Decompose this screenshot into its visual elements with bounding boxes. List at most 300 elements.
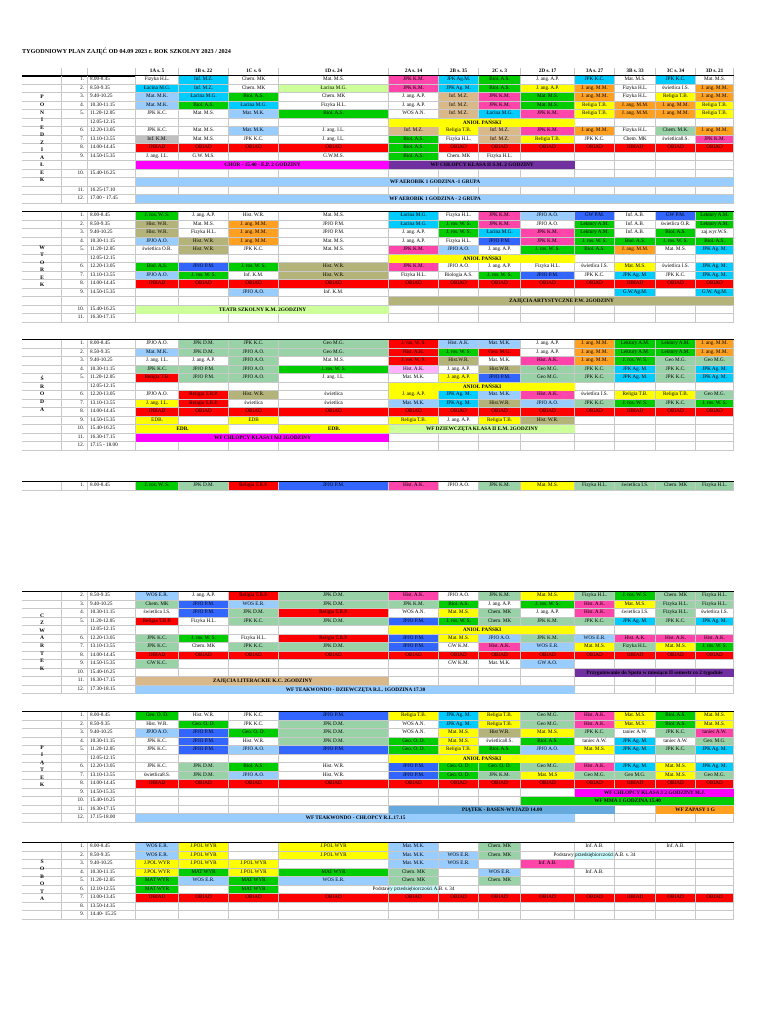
timetable-cell: Biol. A.S. — [279, 110, 389, 119]
timetable-cell: JPJO P.M. — [389, 635, 439, 644]
timetable-cell — [615, 161, 656, 170]
timetable-cell: OBIAD — [229, 652, 279, 661]
day-letter: K — [39, 282, 45, 289]
timetable-cell: WOS E.R. — [179, 877, 229, 886]
timetable-cell — [439, 886, 479, 895]
timetable-cell: JPJO A.O. — [439, 246, 479, 255]
timetable-cell — [615, 314, 656, 323]
timetable-cell: J. ang. A.P. — [521, 609, 575, 618]
timetable-cell: świetlica I.S. — [696, 609, 734, 618]
timetable-cell: Łacina M.G. — [279, 85, 389, 94]
timetable-cell: Hist W.R. — [479, 729, 521, 738]
timetable-cell: Mat. M.S. — [656, 246, 696, 255]
lesson-number: 7. — [62, 772, 88, 781]
lesson-time: 8.00-8.45 — [88, 843, 136, 852]
timetable-cell — [575, 187, 615, 196]
timetable-cell: J. ros. W. S. — [521, 246, 575, 255]
lesson-time: 17.15 - 18.00 — [88, 442, 136, 451]
timetable-cell: OBIAD — [656, 652, 696, 661]
timetable-cell: J. ang. A.P. — [479, 246, 521, 255]
timetable-cell — [521, 869, 575, 878]
timetable-cell: Geo. O. D. — [479, 763, 521, 772]
lesson-time: 12.20-13.05 — [88, 763, 136, 772]
timetable-cell — [136, 626, 179, 635]
timetable-cell — [615, 660, 656, 669]
timetable-cell: J. ang. M.M. — [229, 221, 279, 230]
timetable-cell: JPK K.C. — [575, 729, 615, 738]
timetable-cell: Biol. A.S. — [389, 136, 439, 145]
timetable-cell: JPK K.C. — [656, 76, 696, 85]
timetable-cell — [575, 425, 615, 434]
timetable-cell: Fizyka H.L. — [521, 263, 575, 272]
timetable-cell: J. ang. M.M. — [575, 127, 615, 136]
lesson-number — [62, 383, 88, 392]
timetable-cell: Mat. M.S. — [439, 635, 479, 644]
lesson-number: 12. — [62, 686, 88, 695]
timetable-cell — [575, 626, 615, 635]
lesson-time: 10.30-11.15 — [88, 869, 136, 878]
lesson-number: 2. — [62, 852, 88, 861]
timetable-cell — [229, 660, 279, 669]
lesson-time: 16.30-17.15 — [88, 434, 136, 443]
timetable-cell: JPJO P.M. — [521, 272, 575, 281]
timetable-cell: świetlica8.S. — [656, 136, 696, 145]
timetable-cell: JPK D.M. — [179, 763, 229, 772]
timetable-cell: G.W. Ag.M. — [696, 289, 734, 298]
timetable-cell: OBIAD — [279, 280, 389, 289]
timetable-cell: OBIAD — [479, 894, 521, 903]
timetable-cell — [696, 843, 734, 852]
timetable-cell — [229, 797, 279, 806]
timetable-cell: WOS E.R. — [575, 635, 615, 644]
timetable-cell — [439, 170, 479, 179]
timetable-cell: JPK D.M. — [279, 738, 389, 747]
timetable-cell: OBIAD — [656, 894, 696, 903]
timetable-cell: OBIAD — [479, 652, 521, 661]
timetable-cell: Chem. MK — [389, 869, 439, 878]
timetable-cell — [279, 442, 389, 451]
timetable-cell — [615, 434, 656, 443]
timetable-cell — [615, 677, 656, 686]
timetable-cell: OBIAD — [696, 780, 734, 789]
timetable-cell: MAT WYR — [136, 886, 179, 895]
lesson-time: 13.50-14.35 — [88, 903, 136, 912]
timetable-cell: Geo M.G. — [279, 349, 389, 358]
timetable-cell — [136, 442, 179, 451]
timetable-cell: Biol. A.S. — [656, 712, 696, 721]
timetable-cell: Geo M.G. — [521, 366, 575, 375]
timetable-cell — [575, 255, 615, 264]
timetable-cell: Religia T.B. — [439, 746, 479, 755]
timetable-cell — [479, 797, 521, 806]
timetable-cell: Mat. M.S. — [521, 93, 575, 102]
timetable-cell: Podstawy przedsiębiorczości A.B. s. 34 — [575, 852, 615, 861]
timetable-cell: Chem. MK — [439, 153, 479, 162]
timetable-cell: J. ros. W. S. — [575, 238, 615, 247]
timetable-cell: Geo. O. D. — [136, 712, 179, 721]
timetable-cell — [179, 660, 229, 669]
timetable-cell — [279, 755, 389, 764]
class-header: 3C s. 34 — [656, 68, 696, 77]
timetable-cell: Religia T.B.P. — [179, 391, 229, 400]
lesson-time: 13.10-13.55 — [88, 400, 136, 409]
timetable-cell: OBIAD — [656, 408, 696, 417]
timetable-cell: OBIAD — [575, 780, 615, 789]
day-letter: K — [39, 782, 45, 789]
timetable-cell: JPK K.M. — [521, 618, 575, 627]
timetable-cell — [575, 877, 615, 886]
timetable-cell — [389, 797, 439, 806]
timetable-cell: OBIAD — [479, 408, 521, 417]
timetable-cell: JPK K.M. — [389, 601, 439, 610]
day-letter: W — [39, 627, 45, 634]
lesson-time: 14.50-15.35 — [88, 789, 136, 798]
timetable-cell: Chem. MK — [479, 877, 521, 886]
lesson-time: 12.20-13.05 — [88, 263, 136, 272]
day-label — [22, 212, 62, 323]
lesson-number: 3. — [62, 860, 88, 869]
timetable-cell: JPJO A.O. — [229, 374, 279, 383]
timetable-cell: Religia T.B. — [575, 102, 615, 111]
timetable-cell: JPK D.M. — [179, 482, 229, 491]
timetable-cell: J. ros. W. S. — [439, 618, 479, 627]
timetable-cell: J. ros. W. S. — [279, 366, 389, 375]
lesson-number: 2. — [62, 349, 88, 358]
timetable-cell: J. ang. A.P. — [439, 366, 479, 375]
timetable-cell: Mat. M.K. — [479, 391, 521, 400]
timetable-cell: G.W.M.S. — [279, 153, 389, 162]
timetable-cell: WOS E.R. — [439, 852, 479, 861]
day-section — [22, 843, 734, 920]
timetable-cell: Geo M.G. — [696, 391, 734, 400]
timetable-cell: J. ros. W. S. — [389, 340, 439, 349]
timetable-cell: Mat. M.K. — [389, 374, 439, 383]
timetable-cell: OBIAD — [389, 280, 439, 289]
timetable-cell: JPK Ag. M. — [439, 400, 479, 409]
timetable-cell: Mat. M.K. — [229, 127, 279, 136]
lesson-time: 14.50-15.35 — [88, 660, 136, 669]
timetable-cell: Religia T.B. — [521, 136, 575, 145]
day-letter: A — [39, 635, 45, 642]
day-letter: O — [39, 881, 45, 888]
timetable-cell: J. ros. W. S. — [136, 212, 179, 221]
timetable-cell: JPK K.M. — [479, 592, 521, 601]
timetable-cell: Hist. W.R. — [136, 721, 179, 730]
timetable-cell — [479, 789, 521, 798]
timetable-cell: OBIAD — [136, 780, 179, 789]
lesson-number: 8. — [62, 903, 88, 912]
timetable-cell: Mat. M.S. — [575, 643, 615, 652]
timetable-cell: JPK K.M. — [521, 127, 575, 136]
timetable-cell: Mat. M.K. — [479, 340, 521, 349]
day-letter: A — [39, 896, 45, 903]
timetable-cell: Mat. M.S. — [696, 721, 734, 730]
timetable-cell — [179, 806, 229, 815]
timetable-cell: Mat. M.S — [521, 772, 575, 781]
timetable-cell: Biol. A.S. — [439, 601, 479, 610]
timetable-cell: JPK Ag. M. — [696, 263, 734, 272]
timetable-cell: JPK K.C. — [575, 76, 615, 85]
timetable-cell: JPJO P.M. — [279, 482, 389, 491]
timetable-cell: Hist. A.K. — [389, 592, 439, 601]
day-label — [22, 843, 62, 920]
timetable-cell — [696, 755, 734, 764]
lesson-time: 8.50-9.35 — [88, 221, 136, 230]
timetable-cell — [696, 170, 734, 179]
lesson-time: 11.20-12.05 — [88, 374, 136, 383]
timetable-cell — [696, 686, 734, 695]
timetable-cell — [279, 789, 389, 798]
timetable-cell — [439, 869, 479, 878]
timetable-cell — [479, 306, 521, 315]
timetable-cell: OBIAD — [136, 280, 179, 289]
lesson-time: 13.10-13.55 — [88, 272, 136, 281]
timetable-cell: J. ang. A.P. — [521, 349, 575, 358]
timetable-cell: Biol. A.S. — [656, 721, 696, 730]
lesson-time: 17.30-18.15 — [88, 686, 136, 695]
timetable-cell: Mat. M.S. — [279, 357, 389, 366]
lesson-number: 7. — [62, 272, 88, 281]
timetable-cell — [136, 806, 179, 815]
timetable-cell: Religia T.B. — [389, 417, 439, 426]
timetable-cell: świetlica I.S. — [575, 263, 615, 272]
timetable-cell: Hist. W.R. — [179, 246, 229, 255]
timetable-cell: Inf. K.M. — [229, 272, 279, 281]
day-letter: I — [40, 117, 44, 124]
timetable-cell — [696, 255, 734, 264]
timetable-cell: J. ang. A.P. — [389, 229, 439, 238]
lesson-number: 4. — [62, 366, 88, 375]
lesson-number: 7. — [62, 400, 88, 409]
timetable-cell: Mat. M.S. — [656, 643, 696, 652]
timetable-cell — [229, 903, 279, 912]
timetable-cell — [279, 255, 389, 264]
timetable-cell: JPK Ag. M. — [696, 366, 734, 375]
timetable-cell: JPJO P.M. — [179, 729, 229, 738]
timetable-cell: MAT WYR — [136, 877, 179, 886]
timetable-cell: Religia T.B. — [656, 93, 696, 102]
timetable-cell: Hist. A.K. — [656, 635, 696, 644]
timetable-cell — [615, 626, 656, 635]
timetable-cell: JPJO A.O. — [136, 272, 179, 281]
timetable-cell: Fizyka H.L. — [656, 609, 696, 618]
lesson-number: 9. — [62, 153, 88, 162]
day-letter: E — [40, 124, 44, 131]
timetable-cell: OBIAD — [279, 144, 389, 153]
timetable-cell — [656, 686, 696, 695]
timetable-cell — [656, 119, 696, 128]
timetable-cell: GW P.M. — [656, 212, 696, 221]
timetable-cell: J. ang. M.M. — [575, 357, 615, 366]
timetable-cell: JPK K.C. — [229, 136, 279, 145]
timetable-cell: J. ang. M.M. — [656, 110, 696, 119]
lesson-number: 11. — [62, 806, 88, 815]
timetable-cell: Hist. A.K. — [575, 601, 615, 610]
timetable-cell — [479, 434, 521, 443]
timetable-cell: JPJO P.M. — [389, 772, 439, 781]
lesson-time: 11.20-12.05 — [88, 618, 136, 627]
timetable-cell: JPK K.C. — [136, 366, 179, 375]
activity-band: ZAJĘCIA LITERACKIE K.C. 2GODZINY — [136, 677, 389, 685]
timetable-cell: JPJO A.O. — [136, 391, 179, 400]
timetable-cell: taniec A.W. — [656, 738, 696, 747]
timetable-cell: JPK K.M. — [521, 110, 575, 119]
day-section — [22, 712, 734, 823]
timetable-cell — [575, 161, 615, 170]
timetable-cell: JPK Ag. M. — [439, 85, 479, 94]
timetable-cell: JPK K.M. — [389, 85, 439, 94]
day-letter: K — [39, 665, 45, 672]
lesson-time: 12.20-13.05 — [88, 635, 136, 644]
timetable-cell: JPK K.C. — [575, 366, 615, 375]
timetable-cell: JPJO A.O. — [229, 289, 279, 298]
timetable-cell: Mat. M.K. — [229, 110, 279, 119]
timetable-cell: Chem. MK — [656, 592, 696, 601]
timetable-cell: Geo M.G. — [279, 340, 389, 349]
timetable-cell — [656, 314, 696, 323]
timetable-cell: Mat. M.S. — [279, 246, 389, 255]
timetable-cell: Lektury A.M. — [575, 221, 615, 230]
activity-band: WF CHŁOPCY KLASA 3 2 GODZINY M.J. — [575, 789, 734, 797]
timetable-cell — [615, 806, 656, 815]
timetable-cell: OBIAD — [575, 894, 615, 903]
timetable-cell — [696, 903, 734, 912]
lesson-time: 8.00-8.45 — [88, 482, 136, 491]
timetable-cell: Hist. W.R. — [136, 229, 179, 238]
timetable-cell: Inf. A.B. — [521, 860, 575, 869]
timetable-cell — [521, 877, 575, 886]
timetable-cell: J. ang. M.M. — [575, 340, 615, 349]
activity-band: WF AEROBIK 1 GODZINA -1 GRUPA — [136, 178, 734, 186]
timetable-cell — [656, 869, 696, 878]
timetable-cell — [279, 903, 389, 912]
timetable-cell: Mat. M.S. — [521, 729, 575, 738]
timetable-cell: JPK D.M. — [279, 643, 389, 652]
timetable-cell — [696, 153, 734, 162]
activity-band: ZAJĘCIA ARTYSTYCZNE P.W. 2GODZINY — [389, 297, 734, 305]
timetable-cell: OBIAD — [279, 894, 389, 903]
timetable-cell: Geo M.G. — [575, 772, 615, 781]
lesson-time: 10.30-11.15 — [88, 366, 136, 375]
timetable-cell: Podstawy przedsiębiorczości A.B. s. 34 — [389, 886, 439, 895]
timetable-cell — [179, 187, 229, 196]
timetable-cell: JPJO P.M. — [279, 712, 389, 721]
timetable-cell: Hist. W.R. — [279, 263, 389, 272]
timetable-cell: OBIAD — [479, 280, 521, 289]
timetable-cell: świetlica I.S. — [656, 263, 696, 272]
timetable-cell — [136, 297, 179, 306]
timetable-cell — [575, 660, 615, 669]
timetable-cell — [439, 434, 479, 443]
lesson-number: 8. — [62, 780, 88, 789]
timetable-cell: świetlica8.S. — [136, 772, 179, 781]
day-letter: R — [39, 267, 45, 274]
timetable-cell: OBIAD — [279, 652, 389, 661]
timetable-cell — [279, 860, 389, 869]
lesson-number — [62, 255, 88, 264]
activity-band: WF ZAPASY 1 G — [656, 806, 734, 814]
lesson-number: 7. — [62, 643, 88, 652]
timetable-cell: Łacina M.G. — [389, 212, 439, 221]
timetable-cell — [575, 911, 615, 920]
timetable-cell: Biol. A.S. — [615, 238, 656, 247]
timetable-cell: JPK K.M. — [696, 136, 734, 145]
timetable-cell: J. ang. M.M. — [696, 85, 734, 94]
timetable-cell: Geo M.G. — [521, 763, 575, 772]
lesson-number — [62, 755, 88, 764]
timetable-cell — [696, 660, 734, 669]
timetable-cell — [229, 442, 279, 451]
timetable-cell: WOS E.R. — [136, 852, 179, 861]
timetable-cell — [521, 434, 575, 443]
timetable-cell — [136, 383, 179, 392]
timetable-cell — [656, 755, 696, 764]
lesson-time: 9.40-10.25 — [88, 729, 136, 738]
timetable-cell: JPJO P.M. — [389, 618, 439, 627]
timetable-cell: J. ros. W. S. — [615, 357, 656, 366]
timetable-cell — [179, 903, 229, 912]
timetable-cell: Hist. A.K. — [575, 721, 615, 730]
timetable-cell: Religia T.B.P. — [229, 592, 279, 601]
timetable-cell — [439, 797, 479, 806]
timetable-cell: J. ros. W. S. — [615, 400, 656, 409]
timetable-cell — [521, 903, 575, 912]
timetable-cell: Hist. A.K. — [575, 763, 615, 772]
day-letter: O — [39, 866, 45, 873]
day-letter: E — [40, 658, 44, 665]
timetable-cell: OBIAD — [389, 408, 439, 417]
timetable-cell: J. ang. M.M. — [575, 93, 615, 102]
timetable-cell: Hist. A.K. — [389, 349, 439, 358]
lesson-time: 13.10-13.55 — [88, 136, 136, 145]
timetable-cell: Religia T.B.P. — [279, 635, 389, 644]
timetable-cell: MAT WYR — [279, 869, 389, 878]
timetable-cell — [656, 255, 696, 264]
timetable-cell — [575, 170, 615, 179]
timetable-cell — [439, 669, 479, 678]
timetable-cell: JPJO A.O. — [479, 635, 521, 644]
timetable-cell: JPK K.M. — [479, 221, 521, 230]
timetable-cell — [439, 314, 479, 323]
day-letter: N — [39, 109, 45, 116]
lesson-number: 3. — [62, 229, 88, 238]
activity-band: ANIOŁ PAŃSKI — [389, 755, 575, 763]
timetable-cell: Biol. A.S. — [575, 246, 615, 255]
timetable-cell: Biol. A.S. — [389, 153, 439, 162]
timetable-cell — [575, 814, 615, 823]
timetable-cell: JPK Ag. M. — [696, 746, 734, 755]
lesson-time: 8.50-9.35 — [88, 721, 136, 730]
timetable-cell: OBIAD — [575, 652, 615, 661]
lesson-time — [88, 178, 136, 187]
lesson-time: 12.20-13.05 — [88, 391, 136, 400]
timetable-cell: MAT WYR — [229, 886, 279, 895]
timetable-cell: Inf. A.B. — [656, 843, 696, 852]
timetable-cell: GW K.C. — [136, 660, 179, 669]
timetable-cell: Geo. O. D. — [439, 772, 479, 781]
timetable-cell — [575, 314, 615, 323]
timetable-cell — [615, 306, 656, 315]
activity-band: WF TEAKWONDO - CHŁOPCY R.L.17.15 — [136, 814, 575, 822]
lesson-time: 15.40-16.25 — [88, 797, 136, 806]
timetable-cell — [389, 187, 439, 196]
timetable-cell: Hist. W.R. — [179, 238, 229, 247]
timetable-cell — [696, 886, 734, 895]
timetable-cell: JPJO P.M. — [179, 374, 229, 383]
lesson-number: 6. — [62, 886, 88, 895]
activity-band: WF DZIEWCZĘTA KLASA II E.M. 2GODZINY — [389, 425, 575, 433]
timetable-cell: JPK D.M. — [279, 729, 389, 738]
